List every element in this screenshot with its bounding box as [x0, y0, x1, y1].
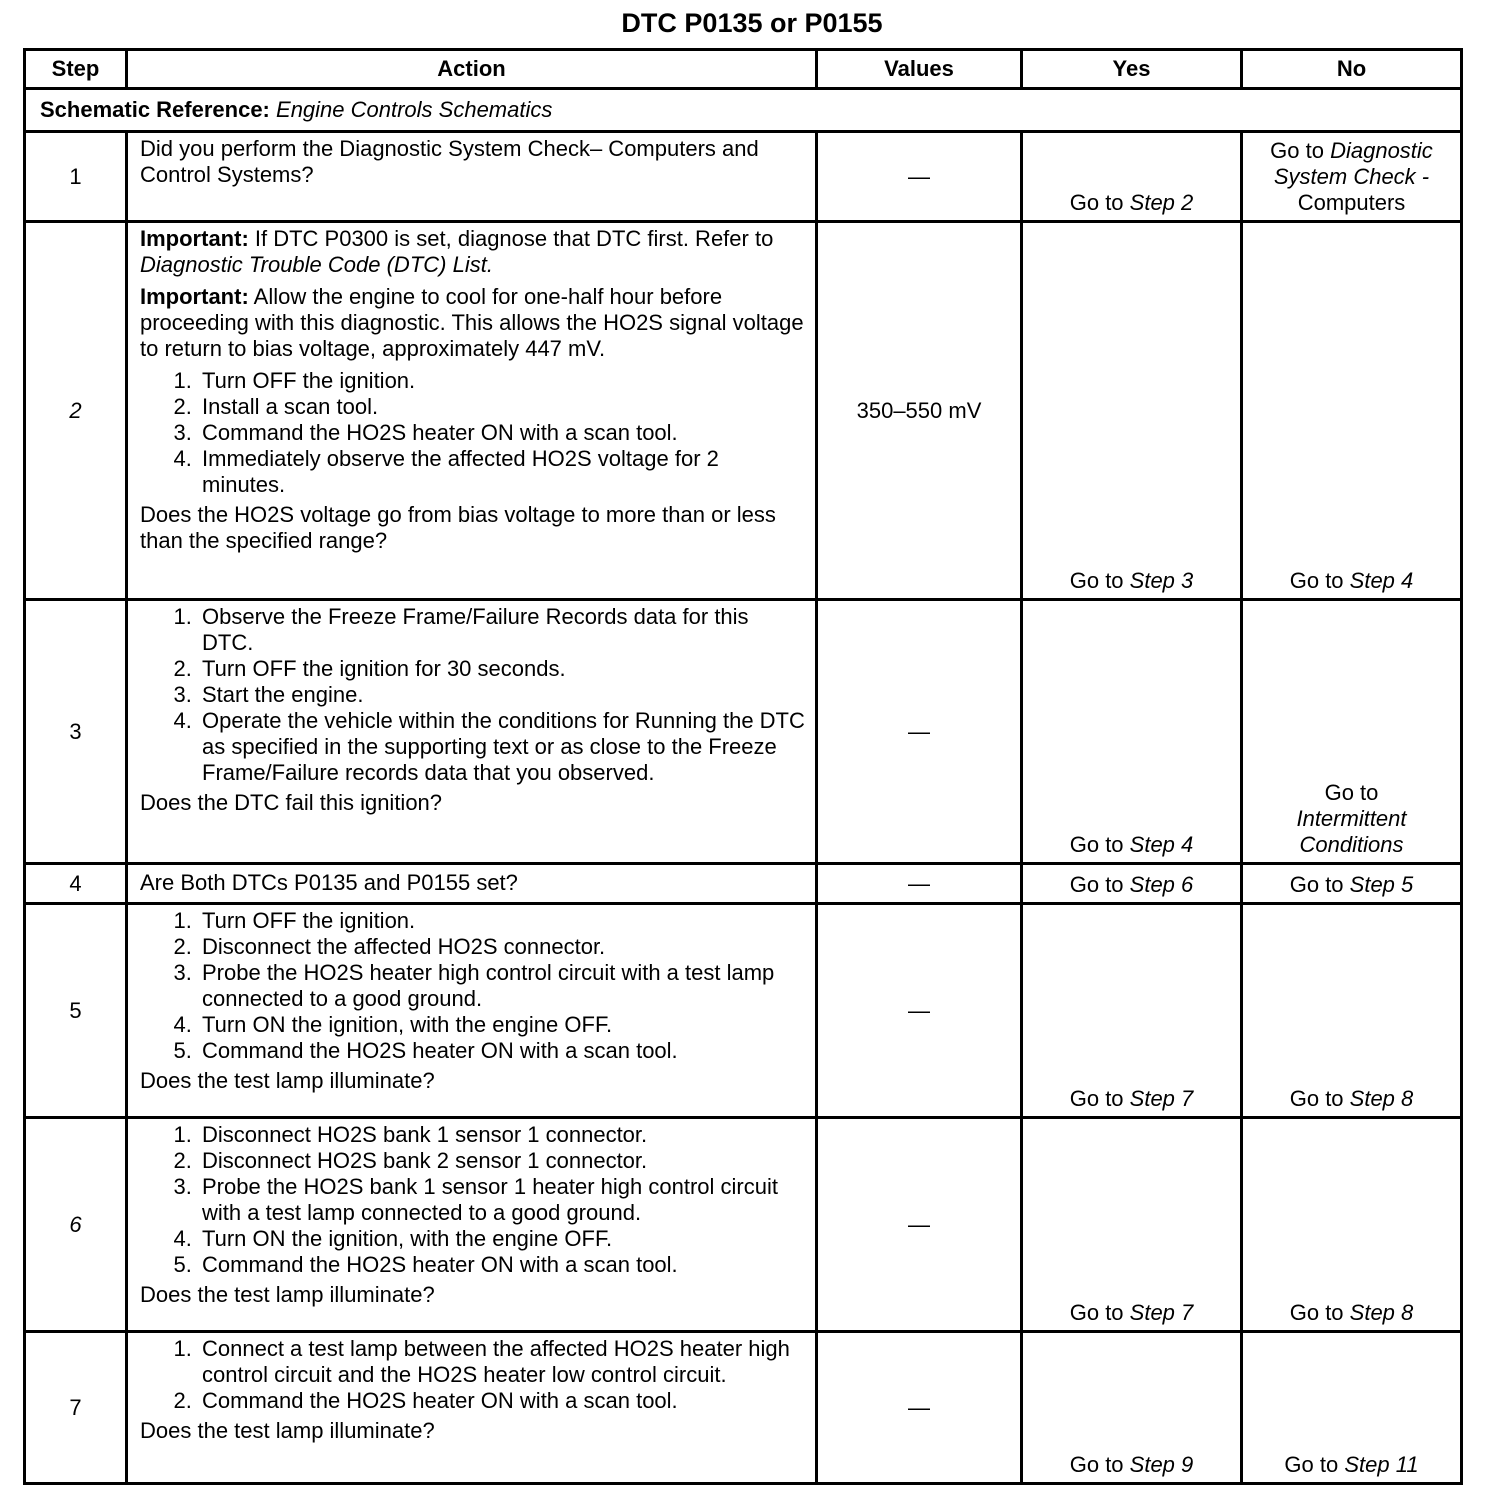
yes-step-link[interactable]: Step 4	[1129, 832, 1194, 857]
important-text: If DTC P0300 is set, diagnose that DTC first. Refer to	[248, 226, 774, 251]
yes-cell	[1022, 600, 1242, 864]
action-cell	[127, 222, 817, 600]
procedure-list	[140, 1122, 805, 1278]
list-item: 1. Disconnect HO2S bank 1 sensor 1 connector.	[198, 1122, 805, 1148]
question: Does the test lamp illuminate?	[140, 1068, 435, 1093]
header-step: Step	[25, 50, 127, 89]
action-cell	[127, 1332, 817, 1484]
question: Does the DTC fail this ignition?	[140, 790, 443, 815]
important-label: Important:	[140, 226, 249, 251]
list-item: 4. Turn ON the ignition, with the engine OFF.	[198, 1012, 805, 1038]
value-cell: 350–550 mV	[817, 222, 1022, 600]
yes-step-link[interactable]: Step 7	[1129, 1300, 1194, 1325]
table-row	[25, 222, 1462, 600]
table-row	[25, 904, 1462, 1118]
list-item: 2. Disconnect HO2S bank 2 sensor 1 connector.	[198, 1148, 805, 1174]
no-prefix: Go to	[1289, 568, 1350, 593]
yes-prefix: Go to	[1069, 872, 1130, 897]
question: Does the test lamp illuminate?	[140, 1282, 435, 1307]
table-header-row	[25, 50, 1462, 89]
list-item: 2. Command the HO2S heater ON with a scan tool.	[198, 1388, 805, 1414]
list-item: 2. Turn OFF the ignition for 30 seconds.	[198, 656, 805, 682]
no-step-link[interactable]: Step 4	[1349, 568, 1414, 593]
list-item: 5. Command the HO2S heater ON with a scan tool.	[198, 1038, 805, 1064]
yes-cell	[1022, 1332, 1242, 1484]
no-step-link[interactable]: Intermittent Conditions	[1296, 806, 1407, 857]
yes-cell	[1022, 1118, 1242, 1332]
value-cell: —	[817, 1332, 1022, 1484]
procedure-list	[140, 1336, 805, 1414]
yes-prefix: Go to	[1069, 832, 1130, 857]
yes-prefix: Go to	[1069, 190, 1130, 215]
question: Does the HO2S voltage go from bias voltage to more than or less than the specified range?	[140, 502, 776, 553]
yes-step-link[interactable]: Step 6	[1129, 872, 1194, 897]
no-step-link[interactable]: Step 8	[1349, 1086, 1414, 1111]
list-item: 2. Install a scan tool.	[198, 394, 805, 420]
step-number: 2	[25, 222, 127, 600]
table-row	[25, 1118, 1462, 1332]
step-number: 4	[25, 864, 127, 904]
yes-prefix: Go to	[1069, 1452, 1130, 1477]
no-cell	[1242, 132, 1462, 222]
header-action: Action	[127, 50, 817, 89]
table-row	[25, 864, 1462, 904]
no-suffix: Computers	[1297, 190, 1406, 215]
list-item: 1. Observe the Freeze Frame/Failure Records data for this DTC.	[198, 604, 805, 656]
no-cell	[1242, 222, 1462, 600]
step-number: 5	[25, 904, 127, 1118]
list-item: 5. Command the HO2S heater ON with a scan tool.	[198, 1252, 805, 1278]
list-item: 2. Disconnect the affected HO2S connector.	[198, 934, 805, 960]
table-row	[25, 1332, 1462, 1484]
important-note	[140, 284, 805, 362]
action-text: Did you perform the Diagnostic System Check– Computers and Control Systems?	[140, 136, 759, 187]
no-cell	[1242, 1332, 1462, 1484]
action-cell	[127, 600, 817, 864]
list-item: 3. Probe the HO2S heater high control circuit with a test lamp connected to a good ground.	[198, 960, 805, 1012]
step-number: 3	[25, 600, 127, 864]
yes-step-link[interactable]: Step 7	[1129, 1086, 1194, 1111]
important-note	[140, 226, 805, 278]
no-cell	[1242, 864, 1462, 904]
list-item: 3. Command the HO2S heater ON with a scan tool.	[198, 420, 805, 446]
yes-prefix: Go to	[1069, 1300, 1130, 1325]
page-title: DTC P0135 or P0155	[621, 8, 883, 38]
yes-step-link[interactable]: Step 9	[1129, 1452, 1194, 1477]
action-cell	[127, 1118, 817, 1332]
list-item: 1. Turn OFF the ignition.	[198, 908, 805, 934]
no-step-link[interactable]: Step 11	[1344, 1452, 1419, 1477]
list-item: 3. Start the engine.	[198, 682, 805, 708]
value-cell: —	[817, 600, 1022, 864]
list-item: 1. Connect a test lamp between the affected HO2S heater high control circuit and the HO2S heater low control circuit.	[198, 1336, 805, 1388]
header-yes: Yes	[1022, 50, 1242, 89]
value-cell: —	[817, 864, 1022, 904]
no-prefix: Go to	[1270, 138, 1331, 163]
schematic-reference	[25, 89, 1462, 132]
schematic-reference-row	[25, 89, 1462, 132]
schematic-link[interactable]: Engine Controls Schematics	[276, 97, 553, 122]
action-cell	[127, 864, 817, 904]
list-item: 1. Turn OFF the ignition.	[198, 368, 805, 394]
question: Does the test lamp illuminate?	[140, 1418, 435, 1443]
yes-cell	[1022, 222, 1242, 600]
yes-cell	[1022, 864, 1242, 904]
action-cell	[127, 132, 817, 222]
yes-prefix: Go to	[1069, 1086, 1130, 1111]
table-row	[25, 132, 1462, 222]
yes-cell	[1022, 132, 1242, 222]
important-text: Allow the engine to cool for one-half hour before proceeding with this diagnostic. This allows the HO2S signal voltage to return to bias voltage, approximately 447 mV.	[140, 284, 804, 361]
procedure-list	[140, 908, 805, 1064]
table-row	[25, 600, 1462, 864]
value-cell: —	[817, 904, 1022, 1118]
action-text: Are Both DTCs P0135 and P0155 set?	[140, 870, 518, 895]
value-cell: —	[817, 132, 1022, 222]
no-cell	[1242, 904, 1462, 1118]
yes-step-link[interactable]: Step 2	[1129, 190, 1194, 215]
list-item: 4. Turn ON the ignition, with the engine OFF.	[198, 1226, 805, 1252]
no-step-link[interactable]: Step 8	[1349, 1300, 1414, 1325]
value-cell: —	[817, 1118, 1022, 1332]
yes-step-link[interactable]: Step 3	[1129, 568, 1194, 593]
diagnostic-table	[23, 48, 1463, 1485]
no-step-link[interactable]: Step 5	[1349, 872, 1414, 897]
yes-prefix: Go to	[1069, 568, 1130, 593]
list-item: 4. Operate the vehicle within the conditions for Running the DTC as specified in the supporting text or as close to the Freeze Frame/Failure records data that you observed.	[198, 708, 805, 786]
procedure-list	[140, 368, 805, 498]
dtc-list-link[interactable]: Diagnostic Trouble Code (DTC) List.	[140, 252, 493, 277]
header-values: Values	[817, 50, 1022, 89]
action-cell	[127, 904, 817, 1118]
no-step-link[interactable]: Diagnostic System Check -	[1273, 138, 1433, 189]
no-prefix: Go to	[1289, 1086, 1350, 1111]
no-prefix: Go to	[1284, 1452, 1345, 1477]
list-item: 4. Immediately observe the affected HO2S voltage for 2 minutes.	[198, 446, 805, 498]
procedure-list	[140, 604, 805, 786]
list-item: 3. Probe the HO2S bank 1 sensor 1 heater high control circuit with a test lamp connected to a good ground.	[198, 1174, 805, 1226]
yes-cell	[1022, 904, 1242, 1118]
no-cell	[1242, 600, 1462, 864]
header-no: No	[1242, 50, 1462, 89]
step-number: 1	[25, 132, 127, 222]
no-cell	[1242, 1118, 1462, 1332]
no-prefix: Go to	[1289, 872, 1350, 897]
schematic-label: Schematic Reference:	[40, 97, 270, 122]
no-prefix: Go to	[1324, 780, 1379, 805]
step-number: 6	[25, 1118, 127, 1332]
no-prefix: Go to	[1289, 1300, 1350, 1325]
important-label: Important:	[140, 284, 249, 309]
step-number: 7	[25, 1332, 127, 1484]
